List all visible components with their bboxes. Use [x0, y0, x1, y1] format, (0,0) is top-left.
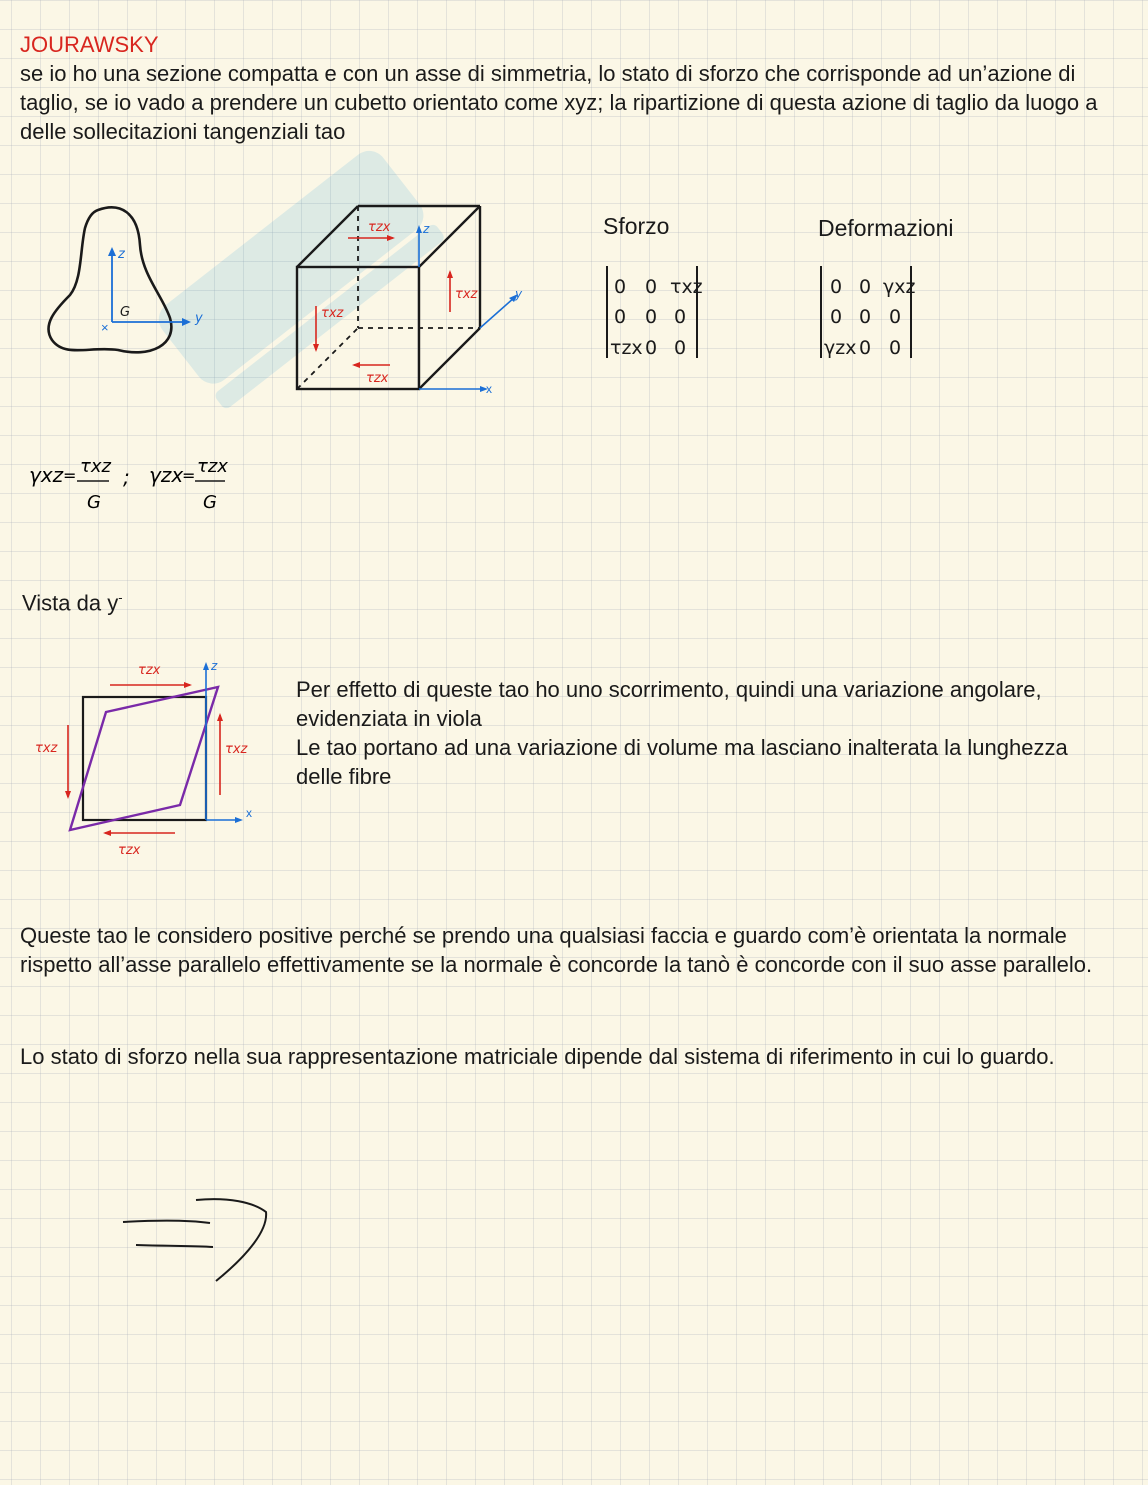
- shear-tau-top-label: τzx: [138, 663, 161, 678]
- strain-cell: γxz: [883, 276, 916, 298]
- cube-z-arrow-icon: [416, 225, 422, 233]
- strain-cell: 0: [859, 306, 872, 328]
- deformed-rhombus: [70, 687, 218, 830]
- formula-tau-zx: τzx: [197, 456, 228, 477]
- strain-cell: 0: [830, 306, 843, 328]
- stress-cube-figure: [290, 200, 523, 400]
- strain-cell: 0: [889, 306, 902, 328]
- stress-matrix: [600, 262, 705, 362]
- shear-z-arrow-icon: [203, 662, 209, 670]
- x-axis-label: ×: [101, 320, 109, 335]
- y-axis-label: y: [195, 311, 203, 326]
- cube-tau-bottom-label: τzx: [366, 371, 389, 386]
- view-label: [22, 583, 123, 617]
- shear-x-label: x: [246, 806, 252, 820]
- formula-tau-xz: τxz: [80, 456, 111, 477]
- cube-tau-top-label: τzx: [368, 220, 391, 235]
- volume-explanation-paragraph: Le tao portano ad una variazione di volume ma lasciano inalterata la lunghezza delle fibre: [296, 735, 1068, 789]
- cube-y-label: y: [515, 287, 523, 301]
- cube-z-label: z: [423, 222, 430, 236]
- shear-strain-formula: [25, 452, 235, 517]
- sign-convention-paragraph: Queste tao le considero positive perché se prendo una qualsiasi faccia e guardo com’è orientata la normale rispetto all’asse parallelo effettivamente se la normale è concorde la tanò è concorde con il suo asse parallelo.: [20, 923, 1093, 977]
- implies-arrow-icon: [118, 1190, 278, 1290]
- stress-cell: 0: [614, 306, 627, 328]
- cube-x-label: x: [486, 382, 492, 396]
- view-label-main: Vista da y: [22, 590, 119, 616]
- formula-gamma-xz: γxz: [29, 463, 64, 487]
- formula-g-1: G: [87, 492, 101, 513]
- formula-g-2: G: [203, 492, 217, 513]
- shear-z-label: z: [211, 659, 218, 673]
- shear-x-arrow-icon: [235, 817, 243, 823]
- formula-eq-2: =: [182, 466, 196, 485]
- page-title: JOURAWSKY: [20, 32, 159, 57]
- stress-cell: τzx: [610, 337, 643, 359]
- z-axis-arrow-icon: [108, 247, 116, 256]
- formula-eq-1: =: [63, 466, 77, 485]
- strain-cell: γzx: [824, 337, 857, 359]
- stress-cell: 0: [614, 276, 627, 298]
- strain-cell: 0: [859, 276, 872, 298]
- stress-cell: 0: [674, 337, 687, 359]
- cross-section-figure: [40, 200, 210, 365]
- formula-separator: ;: [123, 465, 130, 489]
- formula-gamma-zx: γzx: [149, 463, 184, 487]
- reference-system-paragraph: Lo stato di sforzo nella sua rappresentazione matriciale dipende dal sistema di riferimento in cui lo guardo.: [20, 1044, 1055, 1069]
- stress-cell: 0: [645, 276, 658, 298]
- shear-tau-bottom-label: τzx: [118, 843, 141, 858]
- strain-matrix-title: Deformazioni: [818, 215, 954, 241]
- strain-cell: 0: [859, 337, 872, 359]
- strain-cell: 0: [830, 276, 843, 298]
- z-axis-label: z: [118, 247, 125, 262]
- y-axis-arrow-icon: [182, 318, 191, 326]
- shear-tau-right-label: τxz: [225, 742, 248, 757]
- stress-cell: 0: [645, 306, 658, 328]
- shear-tau-left-label: τxz: [35, 741, 58, 756]
- view-label-superscript: -: [118, 590, 123, 605]
- stress-matrix-title: Sforzo: [603, 213, 670, 239]
- shear-deformation-figure: [30, 655, 260, 860]
- undeformed-square: [83, 697, 206, 820]
- strain-cell: 0: [889, 337, 902, 359]
- cube-tau-left-label: τxz: [321, 306, 344, 321]
- strain-matrix: [815, 262, 920, 362]
- shear-explanation-paragraph: Per effetto di queste tao ho uno scorrimento, quindi una variazione angolare, evidenziata in viola: [296, 677, 1042, 731]
- stress-cell: 0: [645, 337, 658, 359]
- centroid-label: G: [120, 305, 131, 320]
- cube-tau-right-label: τxz: [455, 287, 478, 302]
- section-outline: [48, 207, 171, 352]
- intro-paragraph: se io ho una sezione compatta e con un asse di simmetria, lo stato di sforzo che corrisponde ad un’azione di taglio, se io vado a prendere un cubetto orientato come xyz; la ripartizione di questa azione di taglio da luogo a delle sollecitazioni tangenziali tao: [20, 61, 1098, 144]
- stress-cell: τxz: [670, 276, 703, 298]
- stress-cell: 0: [674, 306, 687, 328]
